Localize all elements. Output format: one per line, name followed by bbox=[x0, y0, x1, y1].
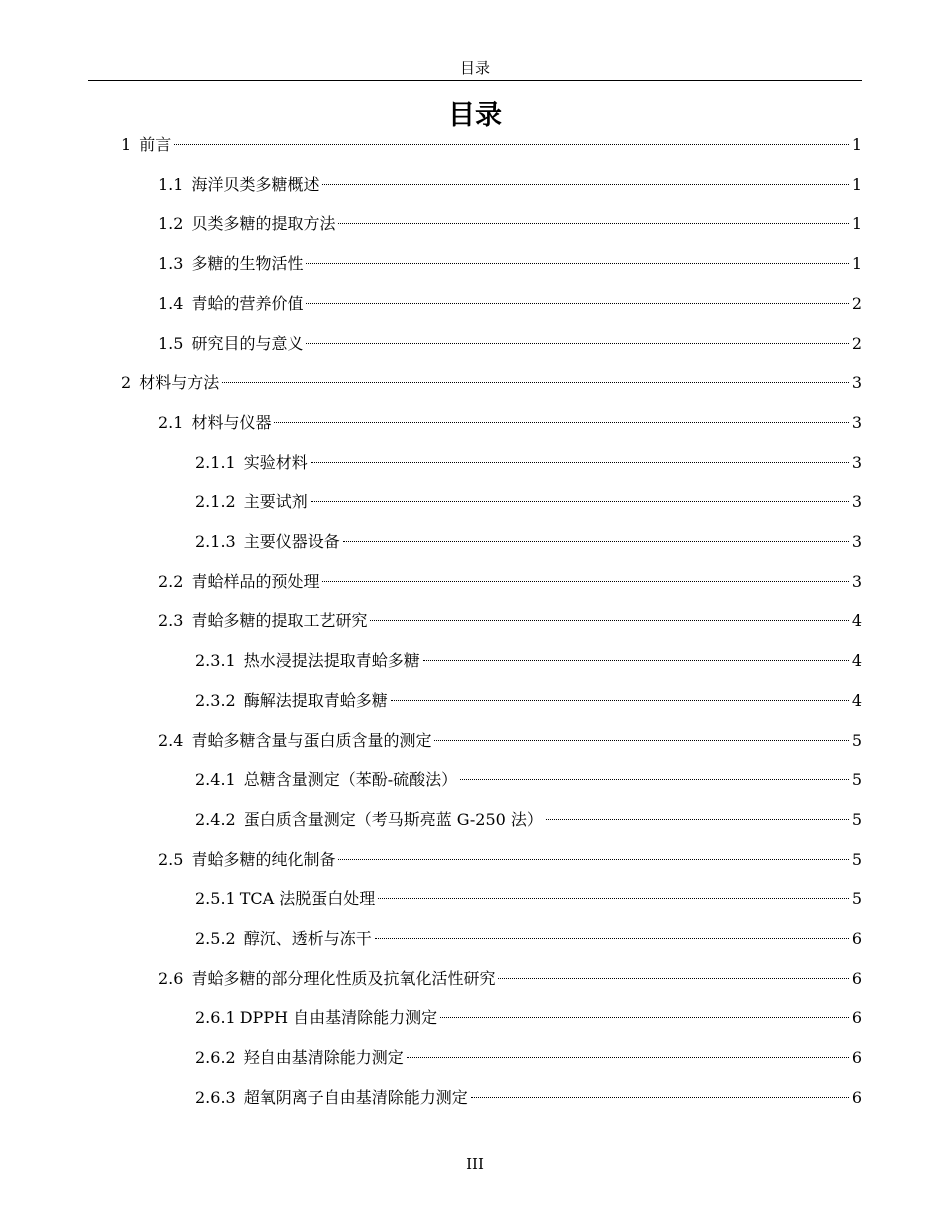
toc-entry-title: 蛋白质含量测定（考马斯亮蓝 G-250 法） bbox=[243, 809, 543, 829]
toc-entry-title: TCA 法脱蛋白处理 bbox=[239, 889, 376, 909]
dot-leader bbox=[434, 740, 848, 741]
toc-entry-title: 材料与方法 bbox=[139, 373, 220, 393]
toc-entry[interactable] bbox=[195, 647, 862, 675]
dot-leader bbox=[498, 978, 848, 979]
dot-leader bbox=[322, 184, 848, 185]
toc-entry-number: 2.3.1 bbox=[195, 651, 236, 671]
toc-entry[interactable] bbox=[195, 885, 862, 913]
toc-entry[interactable] bbox=[195, 488, 862, 516]
dot-leader bbox=[322, 581, 848, 582]
running-header: 目录 bbox=[459, 59, 490, 77]
toc-entry[interactable] bbox=[158, 965, 862, 993]
toc-entry-page: 6 bbox=[851, 929, 862, 948]
toc-entry-number: 2.6.1 bbox=[195, 1008, 236, 1028]
toc-entry-number: 2.4.1 bbox=[195, 770, 236, 790]
toc-entry-number: 2.1.2 bbox=[195, 492, 236, 512]
dot-leader bbox=[311, 462, 849, 463]
toc-entry-page: 5 bbox=[851, 849, 862, 869]
toc-entry[interactable] bbox=[158, 846, 862, 874]
dot-leader bbox=[222, 382, 849, 383]
dot-leader bbox=[407, 1057, 849, 1058]
dot-leader bbox=[343, 541, 849, 542]
toc-entry[interactable] bbox=[158, 568, 862, 596]
toc-entry-page: 3 bbox=[851, 373, 862, 393]
toc-entry[interactable] bbox=[158, 250, 862, 278]
toc-entry-number: 2.5.2 bbox=[195, 929, 236, 948]
toc-entry-page: 1 bbox=[851, 135, 862, 154]
header-rule bbox=[88, 80, 862, 81]
toc-entry-number: 2.6.2 bbox=[195, 1048, 236, 1068]
toc-entry-title: 青蛤多糖的纯化制备 bbox=[191, 849, 336, 869]
toc-entry-title: 实验材料 bbox=[243, 452, 308, 472]
dot-leader bbox=[460, 779, 849, 780]
toc-entry-page: 5 bbox=[851, 809, 862, 829]
toc-entry[interactable] bbox=[195, 1004, 862, 1032]
toc-entry-title: 主要仪器设备 bbox=[243, 532, 340, 551]
page-title: 目录 bbox=[448, 100, 502, 131]
toc-entry[interactable] bbox=[121, 131, 862, 159]
toc-entry-page: 5 bbox=[851, 730, 862, 750]
toc-entry-number: 2.5.1 bbox=[195, 889, 236, 909]
toc-entry-page: 5 bbox=[851, 770, 862, 790]
toc-entry-number: 2 bbox=[121, 373, 132, 393]
page-number: III bbox=[466, 1155, 484, 1173]
toc-entry-page: 3 bbox=[851, 412, 862, 432]
toc-entry-page: 3 bbox=[851, 571, 862, 591]
toc-entry-title: 材料与仪器 bbox=[191, 412, 272, 432]
toc-entry[interactable] bbox=[195, 687, 862, 715]
toc-entry-number: 2.2 bbox=[158, 571, 184, 591]
toc-entry-title: 酶解法提取青蛤多糖 bbox=[243, 690, 388, 710]
toc-entry-page: 3 bbox=[851, 452, 862, 472]
toc-entry-page: 6 bbox=[851, 1087, 862, 1107]
dot-leader bbox=[306, 343, 848, 344]
toc-entry[interactable] bbox=[195, 925, 862, 953]
toc-entry-page: 4 bbox=[851, 611, 862, 631]
toc-entry-page: 1 bbox=[851, 174, 862, 194]
toc-entry-number: 2.3.2 bbox=[195, 690, 236, 710]
toc-entry[interactable] bbox=[158, 210, 862, 238]
toc-entry[interactable] bbox=[158, 409, 862, 437]
toc-entry-title: 青蛤样品的预处理 bbox=[191, 571, 320, 591]
dot-leader bbox=[370, 620, 848, 621]
toc-entry-number: 2.6.3 bbox=[195, 1087, 236, 1107]
toc-entry-page: 5 bbox=[851, 889, 862, 909]
toc-entry-page: 3 bbox=[851, 532, 862, 551]
toc-entry-title: 主要试剂 bbox=[243, 492, 308, 512]
toc-entry-page: 3 bbox=[851, 492, 862, 512]
toc-entry-number: 2.1.3 bbox=[195, 532, 236, 551]
dot-leader bbox=[375, 938, 849, 939]
toc-entry-title: 海洋贝类多糖概述 bbox=[191, 174, 320, 194]
toc-entry-title: 贝类多糖的提取方法 bbox=[191, 214, 336, 234]
toc-entry[interactable] bbox=[195, 806, 862, 834]
toc-entry[interactable] bbox=[195, 528, 862, 556]
toc-entry-page: 1 bbox=[851, 254, 862, 274]
toc-entry[interactable] bbox=[158, 330, 862, 358]
toc-entry-number: 1 bbox=[121, 135, 132, 154]
toc-entry[interactable] bbox=[121, 369, 862, 397]
toc-entry-title: 青蛤的营养价值 bbox=[191, 293, 304, 313]
toc-entry-number: 1.2 bbox=[158, 214, 184, 234]
toc-entry-title: 研究目的与意义 bbox=[191, 333, 304, 353]
toc-entry-page: 6 bbox=[851, 1048, 862, 1068]
toc-entry-number: 2.5 bbox=[158, 849, 184, 869]
toc-entry[interactable] bbox=[195, 766, 862, 794]
toc-entry-title: 青蛤多糖含量与蛋白质含量的测定 bbox=[191, 730, 432, 750]
dot-leader bbox=[423, 660, 849, 661]
dot-leader bbox=[338, 859, 848, 860]
toc-entry-title: 超氧阴离子自由基清除能力测定 bbox=[243, 1087, 468, 1107]
toc-entry-page: 2 bbox=[851, 293, 862, 313]
dot-leader bbox=[440, 1017, 849, 1018]
toc-entry-page: 6 bbox=[851, 1008, 862, 1028]
toc-entry-number: 2.1 bbox=[158, 412, 184, 432]
toc-entry[interactable] bbox=[158, 290, 862, 318]
toc-entry-number: 2.6 bbox=[158, 968, 184, 988]
toc-entry-page: 6 bbox=[851, 968, 862, 988]
toc-entry-number: 2.1.1 bbox=[195, 452, 236, 472]
toc-entry-title: 前言 bbox=[139, 135, 172, 154]
toc-entry[interactable] bbox=[195, 1044, 862, 1072]
dot-leader bbox=[174, 144, 849, 145]
toc-entry-title: 青蛤多糖的提取工艺研究 bbox=[191, 611, 368, 631]
toc-entry-page: 4 bbox=[851, 690, 862, 710]
dot-leader bbox=[391, 700, 849, 701]
toc-entry[interactable] bbox=[158, 727, 862, 755]
toc-entry-title: 羟自由基清除能力测定 bbox=[243, 1048, 404, 1068]
dot-leader bbox=[546, 819, 849, 820]
toc-entry-page: 2 bbox=[851, 333, 862, 353]
toc-entry-number: 1.4 bbox=[158, 293, 184, 313]
dot-leader bbox=[311, 501, 849, 502]
dot-leader bbox=[274, 422, 848, 423]
dot-leader bbox=[378, 898, 849, 899]
toc-entry-number: 2.3 bbox=[158, 611, 184, 631]
toc-entry-title: DPPH 自由基清除能力测定 bbox=[239, 1008, 438, 1028]
toc-entry-title: 热水浸提法提取青蛤多糖 bbox=[243, 651, 420, 671]
toc-entry-title: 醇沉、透析与冻干 bbox=[243, 929, 372, 948]
toc-entry[interactable] bbox=[158, 171, 862, 199]
toc-entry-title: 多糖的生物活性 bbox=[191, 254, 304, 274]
toc-entry[interactable] bbox=[195, 449, 862, 477]
toc-entry-number: 1.5 bbox=[158, 333, 184, 353]
dot-leader bbox=[471, 1097, 849, 1098]
toc-entry-number: 2.4.2 bbox=[195, 809, 236, 829]
toc-entry-page: 4 bbox=[851, 651, 862, 671]
toc-entry-number: 1.3 bbox=[158, 254, 184, 274]
toc-entry[interactable] bbox=[158, 607, 862, 635]
toc-entry[interactable] bbox=[195, 1084, 862, 1112]
dot-leader bbox=[306, 303, 848, 304]
toc-entry-number: 1.1 bbox=[158, 174, 184, 194]
toc-entry-page: 1 bbox=[851, 214, 862, 234]
dot-leader bbox=[338, 223, 848, 224]
dot-leader bbox=[306, 263, 848, 264]
toc-entry-title: 总糖含量测定（苯酚-硫酸法） bbox=[243, 770, 458, 790]
toc-entry-title: 青蛤多糖的部分理化性质及抗氧化活性研究 bbox=[191, 968, 496, 988]
toc-entry-number: 2.4 bbox=[158, 730, 184, 750]
